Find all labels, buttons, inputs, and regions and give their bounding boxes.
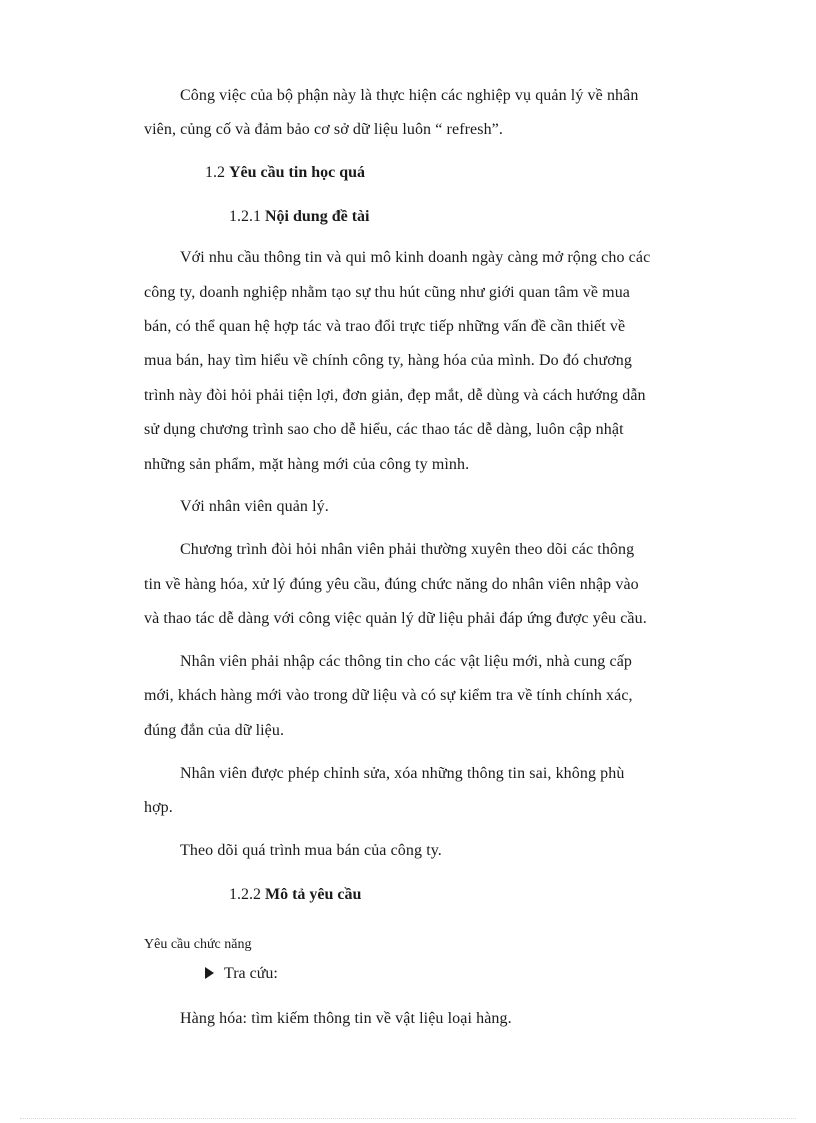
paragraph-line: mới, khách hàng mới vào trong dữ liệu và có sự kiểm tra về tính chính xác,: [144, 687, 633, 704]
heading-number: 1.2.1: [229, 208, 265, 225]
paragraph-line: Theo dõi quá trình mua bán của công ty.: [180, 842, 442, 859]
paragraph-line: Nhân viên được phép chỉnh sửa, xóa những thông tin sai, không phù: [180, 765, 625, 782]
page-bottom-rule: [20, 1118, 796, 1119]
heading-number: 1.2: [205, 164, 229, 181]
paragraph-line: Chương trình đòi hỏi nhân viên phải thường xuyên theo dõi các thông: [180, 541, 635, 558]
paragraph-line: Công việc của bộ phận này là thực hiện các nghiệp vụ quản lý về nhân: [180, 87, 639, 104]
paragraph-line: viên, củng cố và đảm bảo cơ sở dữ liệu luôn “ refresh”.: [144, 121, 503, 138]
bullet-item: [205, 964, 278, 984]
paragraph-line: sử dụng chương trình sao cho dễ hiểu, các thao tác dễ dàng, luôn cập nhật: [144, 421, 624, 438]
paragraph-line: tin về hàng hóa, xử lý đúng yêu cầu, đúng chức năng do nhân viên nhập vào: [144, 576, 639, 593]
paragraph-line: mua bán, hay tìm hiểu về chính công ty, hàng hóa của mình. Do đó chương: [144, 352, 632, 369]
section-heading-1-2-1: [229, 207, 369, 227]
paragraph-line: Nhân viên phải nhập các thông tin cho các vật liệu mới, nhà cung cấp: [180, 653, 632, 670]
paragraph-line: hợp.: [144, 799, 173, 816]
heading-title: Yêu cầu tin học quá: [229, 164, 366, 181]
heading-number: 1.2.2: [229, 886, 265, 903]
paragraph-line: đúng đắn của dữ liệu.: [144, 722, 285, 739]
paragraph-line: Hàng hóa: tìm kiếm thông tin về vật liệu loại hàng.: [180, 1010, 512, 1027]
paragraph-line: Với nhu cầu thông tin và qui mô kinh doanh ngày càng mở rộng cho các: [180, 249, 651, 266]
arrow-bullet-icon: [205, 967, 214, 979]
paragraph-line: Với nhân viên quản lý.: [180, 498, 329, 515]
paragraph-line: bán, có thể quan hệ hợp tác và trao đổi trực tiếp những vấn đề cần thiết về: [144, 318, 626, 335]
paragraph-line: trình này đòi hỏi phải tiện lợi, đơn giản, đẹp mắt, dễ dùng và cách hướng dẫn: [144, 387, 646, 404]
bullet-text: Tra cứu:: [224, 965, 278, 982]
paragraph-line: công ty, doanh nghiệp nhằm tạo sự thu hút cũng như giới quan tâm về mua: [144, 284, 631, 301]
section-heading-1-2: [205, 163, 365, 183]
heading-title: Nội dung đề tài: [265, 208, 370, 225]
paragraph-line: và thao tác dễ dàng với công việc quản lý dữ liệu phải đáp ứng được yêu cầu.: [144, 610, 647, 627]
subheading-functional-requirements: Yêu cầu chức năng: [144, 937, 252, 952]
heading-title: Mô tả yêu cầu: [265, 886, 362, 903]
section-heading-1-2-2: [229, 885, 361, 905]
paragraph-line: những sản phẩm, mặt hàng mới của công ty mình.: [144, 456, 470, 473]
